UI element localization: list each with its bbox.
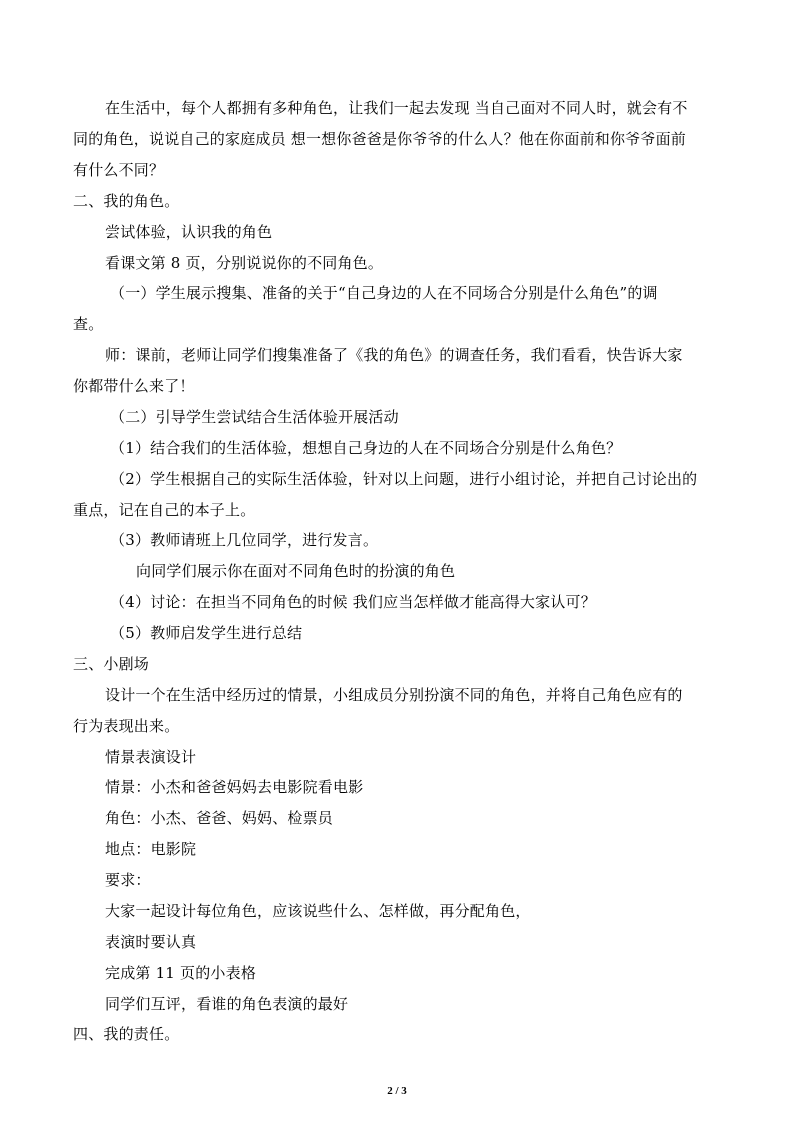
paragraph-line: 向同学们展示你在面对不同角色时的扮演的角色 bbox=[136, 562, 456, 580]
paragraph-line: 情景：小杰和爸爸妈妈去电影院看电影 bbox=[105, 778, 364, 796]
paragraph-line: （5）教师启发学生进行总结 bbox=[110, 624, 303, 642]
paragraph-line: 大家一起设计每位角色，应该说些什么、怎样做，再分配角色， bbox=[105, 902, 531, 920]
paragraph-line: 在生活中，每个人都拥有多种角色，让我们一起去发现 当自己面对不同人时，就会有不 bbox=[105, 99, 688, 117]
paragraph-line: 设计一个在生活中经历过的情景，小组成员分别扮演不同的角色，并将自己角色应有的 bbox=[105, 686, 683, 704]
paragraph-line: （二）引导学生尝试结合生活体验开展活动 bbox=[110, 408, 399, 426]
section-heading: 二、我的角色。 bbox=[73, 192, 180, 210]
paragraph-line: 尝试体验，认识我的角色 bbox=[105, 223, 273, 241]
paragraph-line: 情景表演设计 bbox=[105, 748, 197, 766]
paragraph-line: 重点，记在自己的本子上。 bbox=[73, 501, 256, 519]
paragraph-line: 同的角色，说说自己的家庭成员 想一想你爸爸是你爷爷的什么人？他在你面前和你爷爷面前 bbox=[73, 130, 686, 148]
paragraph-line: （3）教师请班上几位同学，进行发言。 bbox=[110, 531, 379, 549]
paragraph-line: 看课文第 8 页，分别说说你的不同角色。 bbox=[105, 254, 384, 272]
paragraph-line: 查。 bbox=[73, 315, 104, 333]
paragraph-line: 完成第 11 页的小表格 bbox=[105, 964, 257, 982]
paragraph-line: 地点：电影院 bbox=[105, 840, 197, 858]
paragraph-line: 有什么不同？ bbox=[73, 161, 165, 179]
paragraph-line: （2）学生根据自己的实际生活体验，针对以上问题，进行小组讨论，并把自己讨论出的 bbox=[110, 470, 698, 488]
paragraph-line: 行为表现出来。 bbox=[73, 717, 180, 735]
paragraph-line: 要求： bbox=[105, 871, 151, 889]
paragraph-line: 你都带什么来了！ bbox=[73, 377, 195, 395]
section-heading: 三、小剧场 bbox=[73, 655, 150, 673]
paragraph-line: （4）讨论：在担当不同角色的时候 我们应当怎样做才能高得大家认可？ bbox=[110, 593, 596, 611]
paragraph-line: （1）结合我们的生活体验，想想自己身边的人在不同场合分别是什么角色？ bbox=[110, 439, 622, 457]
section-heading: 四、我的责任。 bbox=[73, 1025, 180, 1043]
paragraph-line: 角色：小杰、爸爸、妈妈、检票员 bbox=[105, 809, 334, 827]
page-number: 2 / 3 bbox=[387, 1085, 407, 1097]
paragraph-line: （一）学生展示搜集、准备的关于“自己身边的人在不同场合分别是什么角色”的调 bbox=[110, 284, 658, 302]
paragraph-line: 同学们互评，看谁的角色表演的最好 bbox=[105, 995, 349, 1013]
paragraph-line: 表演时要认真 bbox=[105, 933, 197, 951]
paragraph-line: 师：课前，老师让同学们搜集准备了《我的角色》的调查任务，我们看看，快告诉大家 bbox=[105, 346, 683, 364]
